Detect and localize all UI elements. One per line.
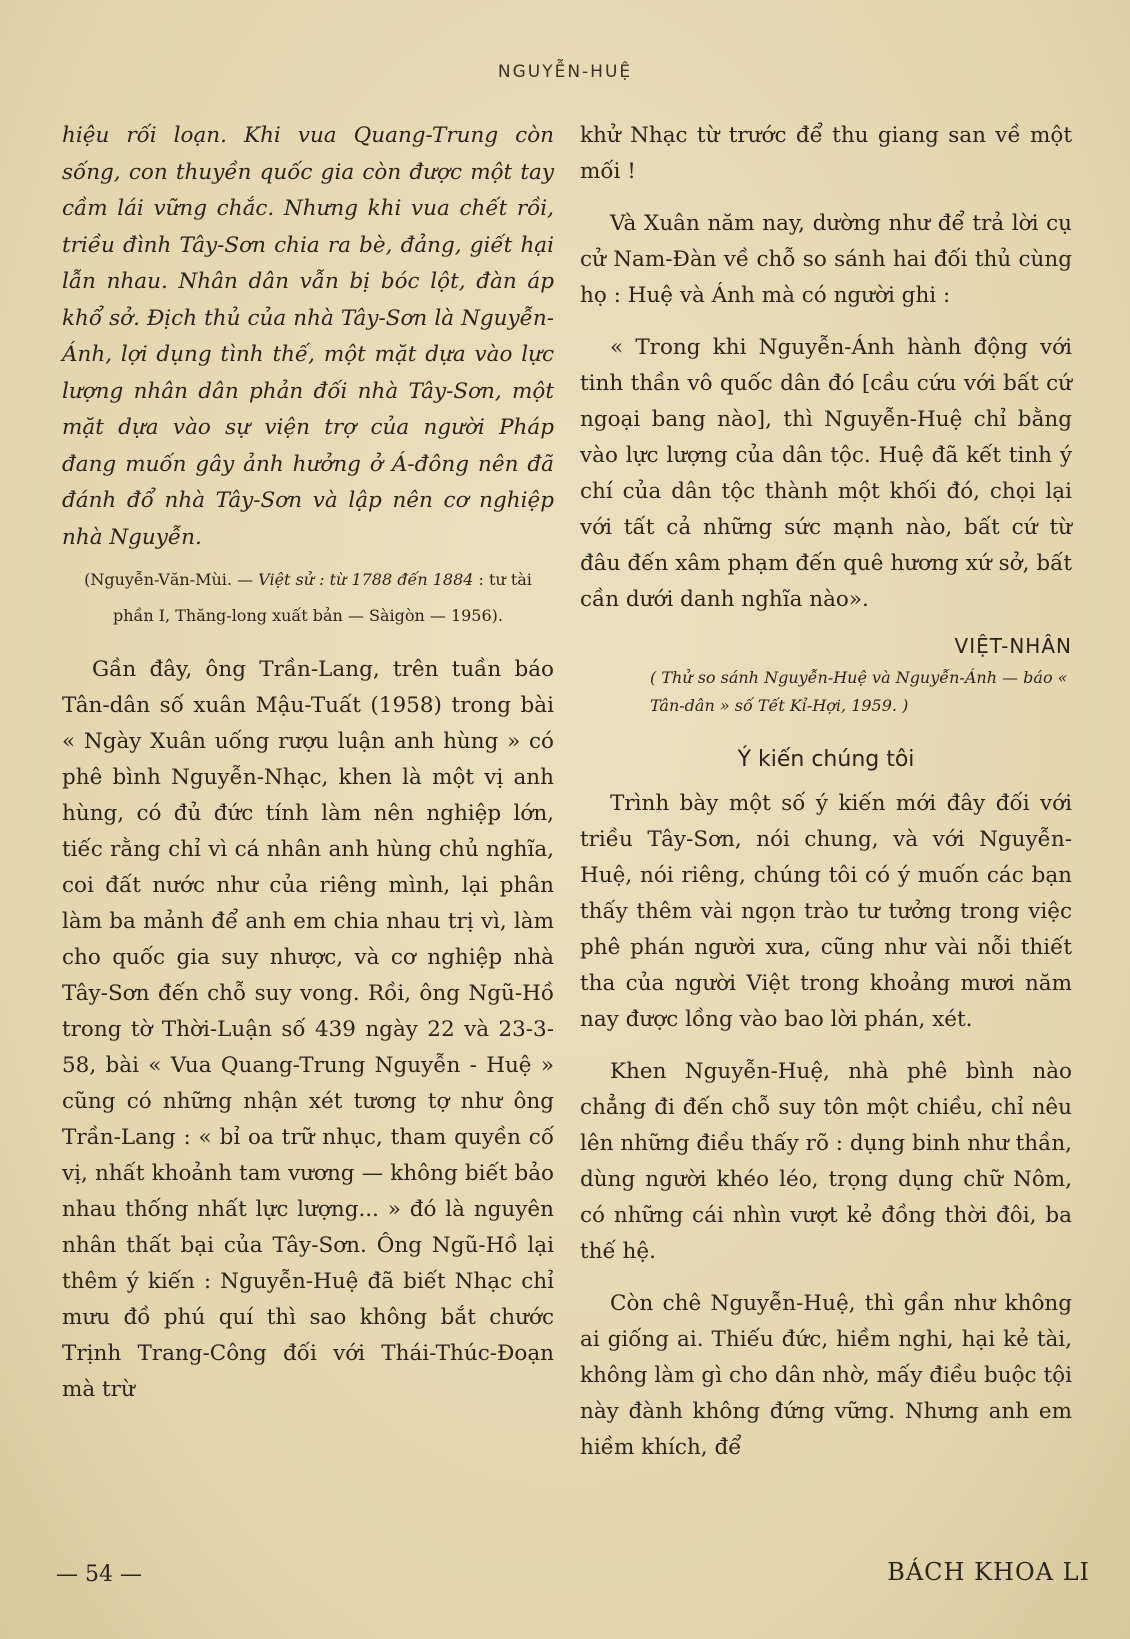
citation-rest: : tư tài phần I, Thăng-long xuất bản — Sàigòn — 1956). [112,570,532,625]
section-heading: Ý kiến chúng tôi [737,747,915,772]
body-paragraph: Khen Nguyễn-Huệ, nhà phê bình nào chẳng đi đến chỗ suy tôn một chiều, chỉ nêu lên những điều thấy rõ : dụng binh như thần, dùng người khéo léo, trọng dụng chữ Nôm, có những cái nhìn vượt kẻ đồng thời đôi, ba thế hệ. [580,1059,1072,1264]
quoted-excerpt: hiệu rối loạn. Khi vua Quang-Trung còn sống, con thuyền quốc gia còn được một tay cầm lái vững chắc. Nhưng khi vua chết rồi, triều đình Tây-Sơn chia ra bè, đảng, giết hại lẫn nhau. Nhân dân vẫn bị bóc lột, đàn áp khổ sở. Địch thủ của nhà Tây-Sơn là Nguyễn-Ánh, lợi dụng tình thế, một mặt dựa vào lực lượng nhân dân phản đối nhà Tây-Sơn, một mặt dựa vào sự viện trợ của người Pháp đang muốn gây ảnh hưởng ở Á-đông nên đã đánh đổ nhà Tây-Sơn và lập nên cơ nghiệp nhà Nguyễn. [62,123,554,550]
author-signature: VIỆT-NHÂN [954,634,1072,658]
body-paragraph: Còn chê Nguyễn-Huệ, thì gần như không ai giống ai. Thiếu đức, hiềm nghi, hại kẻ tài, không làm gì cho dân nhờ, mấy điều buộc tội này đành không đứng vững. Nhưng anh em hiềm khích, để [580,1291,1072,1460]
body-paragraph: Và Xuân năm nay, dường như để trả lời cụ cử Nam-Đàn về chỗ so sánh hai đối thủ cùng họ : Huệ và Ánh mà có người ghi : [580,211,1072,308]
running-header: NGUYỄN-HUỆ [497,62,633,82]
signature-source-note: ( Thử so sánh Nguyễn-Huệ và Nguyễn-Ánh — báo « Tân-dân » số Tết Kỉ-Hợi, 1959. ) [650,668,1068,715]
citation-work: Việt sử : từ 1788 đến 1884 [258,570,474,589]
right-column [580,118,1072,1466]
quoted-passage: « Trong khi Nguyễn-Ánh hành động với tinh thần vô quốc dân đó [cầu cứu với bất cứ ngoại bang nào], thì Nguyễn-Huệ chỉ bằng vào lực lượng của dân tộc. Huệ đã kết tinh ý chí của dân tộc thành một khối đó, chọi lại với tất cả những sức mạnh nào, bất cứ từ đâu đến xâm phạm đến quê hương xứ sở, bất cần dưới danh nghĩa nào». [580,335,1072,612]
left-column [62,118,554,1408]
citation-author: (Nguyễn-Văn-Mùi. — [84,570,259,589]
body-paragraph: Trình bày một số ý kiến mới đây đối với triều Tây-Sơn, nói chung, và với Nguyễn-Huệ, nói riêng, chúng tôi có ý muốn các bạn thấy thêm vài ngọn trào tư tưởng trong việc phê phán người xưa, cũng như vài nỗi thiết tha của người Việt trong khoảng mươi năm nay được lồng vào bao lời phán, xét. [580,791,1072,1032]
page-number: — 54 — [56,1562,142,1587]
citation [62,562,554,634]
body-paragraph: Gần đây, ông Trần-Lang, trên tuần báo Tân-dân số xuân Mậu-Tuất (1958) trong bài « Ngày Xuân uống rượu luận anh hùng » có phê bình Nguyễn-Nhạc, khen là một vị anh hùng, có đủ đức tính làm nên nghiệp lớn, tiếc rằng chỉ vì cá nhân anh hùng chủ nghĩa, coi đất nước như của riêng mình, lại phân làm ba mảnh để anh em chia nhau trị vì, làm cho quốc gia suy nhược, và cơ nghiệp nhà Tây-Sơn đến chỗ suy vong. Rồi, ông Ngũ-Hồ trong tờ Thời-Luận số 439 ngày 22 và 23-3-58, bài « Vua Quang-Trung Nguyễn - Huệ » cũng có những nhận xét tương tợ như ông Trần-Lang : « bỉ oa trữ nhục, tham quyền cố vị, nhất khoảnh tam vương — không biết bảo nhau thống nhất lực lượng... » đó là nguyên nhân thất bại của Tây-Sơn. Ông Ngũ-Hồ lại thêm ý kiến : Nguyễn-Huệ đã biết Nhạc chỉ mưu đồ phú quí thì sao không bắt chước Trịnh Trang-Công đối với Thái-Thúc-Đoạn mà trừ [62,657,554,1402]
publication-name: BÁCH KHOA LI [887,1558,1090,1586]
body-paragraph: khử Nhạc từ trước để thu giang san về một mối ! [580,123,1072,184]
